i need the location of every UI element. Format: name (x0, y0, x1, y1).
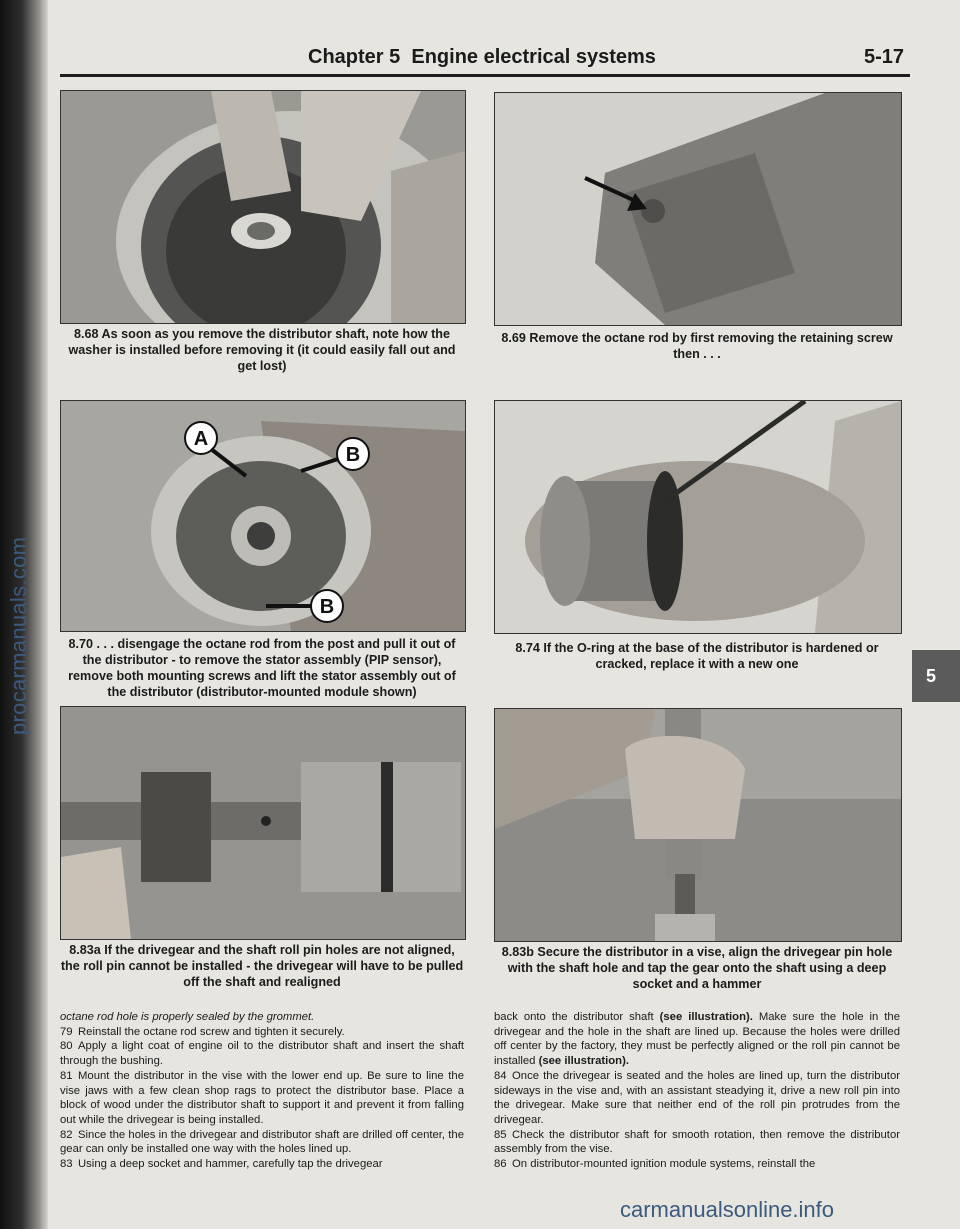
caption-8-83b: 8.83b Secure the distributor in a vise, align the drivegear pin hole with the shaft hole and tap the gear onto the shaft using a deep socket and a hammer (501, 945, 893, 991)
photo-8-70 (60, 400, 466, 632)
paragraph-continuation: octane rod hole is properly sealed by the grommet. (60, 1011, 315, 1023)
step-86: 86 On distributor-mounted ignition module systems, reinstall the (494, 1158, 816, 1171)
callout-a-label: A (193, 428, 209, 450)
photo-8-69 (494, 92, 902, 326)
header-rule (60, 74, 910, 77)
side-watermark: procarmanuals.com (6, 536, 31, 735)
step-80: 80 Apply a light coat of engine oil to the distributor shaft and insert the shaft through the bushing. (60, 1040, 464, 1068)
right-text-column (494, 1010, 900, 1172)
photo-8-68 (60, 90, 466, 324)
photo-8-83a (60, 706, 466, 940)
caption-8-69: 8.69 Remove the octane rod by first removing the retaining screw then . . . (501, 331, 893, 361)
left-text-column (60, 1010, 464, 1172)
step-82: 82 Since the holes in the drivegear and distributor shaft are drilled off center, the gear can only be installed one way with the holes lined up. (60, 1128, 464, 1156)
caption-8-74: 8.74 If the O-ring at the base of the distributor is hardened or cracked, replace it with a new one (515, 641, 879, 671)
chapter-title: Chapter 5 Engine electrical systems (308, 46, 656, 68)
caption-8-68: 8.68 As soon as you remove the distributor shaft, note how the washer is installed before removing it (it could easily fall out and get lost) (68, 327, 456, 373)
photo-8-74 (494, 400, 902, 634)
bottom-watermark: carmanualsonline.info (620, 1197, 835, 1222)
page-number: 5-17 (863, 46, 904, 68)
illustration-ref: (see illustration). (538, 1055, 629, 1068)
step-83: 83 Using a deep socket and hammer, carefully tap the drivegear (60, 1158, 383, 1171)
caption-8-70: 8.70 . . . disengage the octane rod from the post and pull it out of the distributor - to remove the stator assembly (PIP sensor), remove both mounting screws and lift the stator assembly out of the distributor (distributor-mounted module shown) (68, 637, 456, 699)
step-79: 79 Reinstall the octane rod screw and tighten it securely. (60, 1025, 345, 1038)
photo-8-83b (494, 708, 902, 942)
step-85: 85 Check the distributor shaft for smooth rotation, then remove the distributor assembly from the vise. (494, 1128, 900, 1156)
page-header (60, 40, 910, 76)
callout-b-label: B (319, 596, 335, 618)
callout-b-label: B (345, 444, 361, 466)
caption-8-83a: 8.83a If the drivegear and the shaft roll pin holes are not aligned, the roll pin cannot be installed - the drivegear will have to be pulled off the shaft and realigned (60, 943, 464, 989)
step-83-continued: back onto the distributor shaft (see illustration). Make sure the hole in the drivegear and the hole in the shaft are lined up. Because the holes were drilled off center by the factory, they must be perfectly aligned or the roll pin cannot be installed (see illustration). (494, 1011, 900, 1068)
step-84: 84 Once the drivegear is seated and the holes are lined up, turn the distributor sideways in the vise and, with an assistant steadying it, drive a new roll pin into the drivegear. Make sure that neither end of the roll pin protrudes from the drivegear. (494, 1069, 900, 1126)
step-81: 81 Mount the distributor in the vise with the lower end up. Be sure to line the vise jaws with a few clean shop rags to protect the distributor base. Place a block of wood under the distributor shaft to support it and prevent it from falling out while the drivegear is being installed. (60, 1069, 464, 1126)
illustration-ref: (see illustration). (659, 1011, 753, 1023)
chapter-tab: 5 (912, 650, 960, 702)
